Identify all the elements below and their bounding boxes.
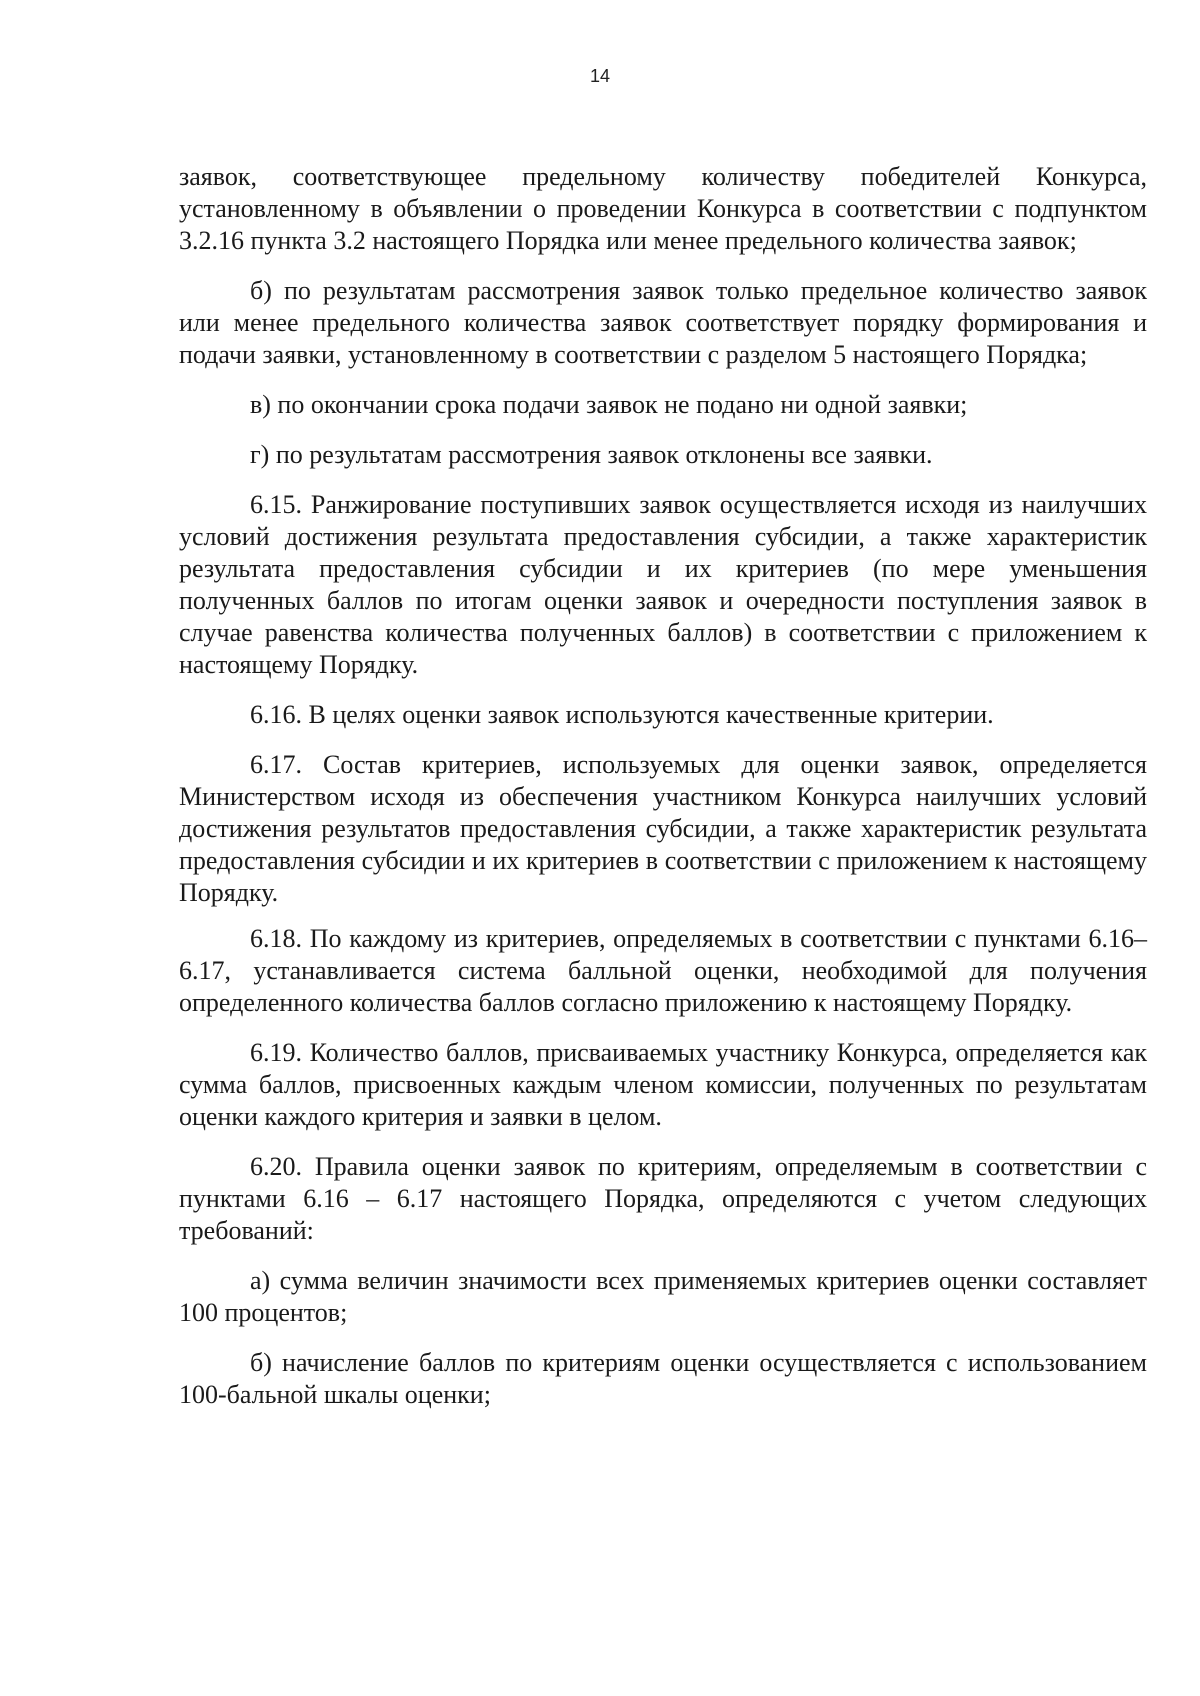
paragraph-item-b: б) по результатам рассмотрения заявок только предельное количество заявок или менее предельного количества заявок соответствует порядку формирования и подачи заявки, установленному в соответствии с разделом 5 настоящего Порядка;: [179, 276, 1147, 369]
paragraph-6-20-b: б) начисление баллов по критериям оценки осуществляется с использованием 100-бальной шкалы оценки;: [179, 1348, 1147, 1409]
paragraph-6-15: 6.15. Ранжирование поступивших заявок осуществляется исходя из наилучших условий достижения результата предоставления субсидии, а также характеристик результата предоставления субсидии и их критериев (по мере уменьшения полученных баллов по итогам оценки заявок и очередности поступления заявок в случае равенства количества полученных баллов) в соответствии с приложением к настоящему Порядку.: [179, 490, 1147, 679]
paragraph-item-v: в) по окончании срока подачи заявок не подано ни одной заявки;: [250, 390, 968, 419]
paragraph-item-g: г) по результатам рассмотрения заявок отклонены все заявки.: [250, 440, 933, 469]
paragraph-6-20: 6.20. Правила оценки заявок по критериям, определяемым в соответствии с пунктами 6.16 – 6.17 настоящего Порядка, определяются с учетом следующих требований:: [179, 1152, 1147, 1245]
paragraph-6-18: 6.18. По каждому из критериев, определяемых в соответствии с пунктами 6.16–6.17, устанавливается система балльной оценки, необходимой для получения определенного количества баллов согласно приложению к настоящему Порядку.: [179, 924, 1147, 1017]
document-body: [179, 161, 1147, 1429]
paragraph-continuation: заявок, соответствующее предельному количеству победителей Конкурса, установленному в объявлении о проведении Конкурса в соответствии с подпунктом 3.2.16 пункта 3.2 настоящего Порядка или менее предельного количества заявок;: [179, 162, 1147, 255]
paragraph-6-16: 6.16. В целях оценки заявок используются качественные критерии.: [250, 700, 994, 729]
paragraph-6-19: 6.19. Количество баллов, присваиваемых участнику Конкурса, определяется как сумма баллов, присвоенных каждым членом комиссии, полученных по результатам оценки каждого критерия и заявки в целом.: [179, 1038, 1147, 1131]
page-number: 14: [589, 66, 611, 86]
paragraph-6-17: 6.17. Состав критериев, используемых для оценки заявок, определяется Министерством исходя из обеспечения участником Конкурса наилучших условий достижения результатов предоставления субсидии, а также характеристик результата предоставления субсидии и их критериев в соответствии с приложением к настоящему Порядку.: [179, 750, 1147, 907]
paragraph-6-20-a: а) сумма величин значимости всех применяемых критериев оценки составляет 100 процентов;: [179, 1266, 1147, 1327]
